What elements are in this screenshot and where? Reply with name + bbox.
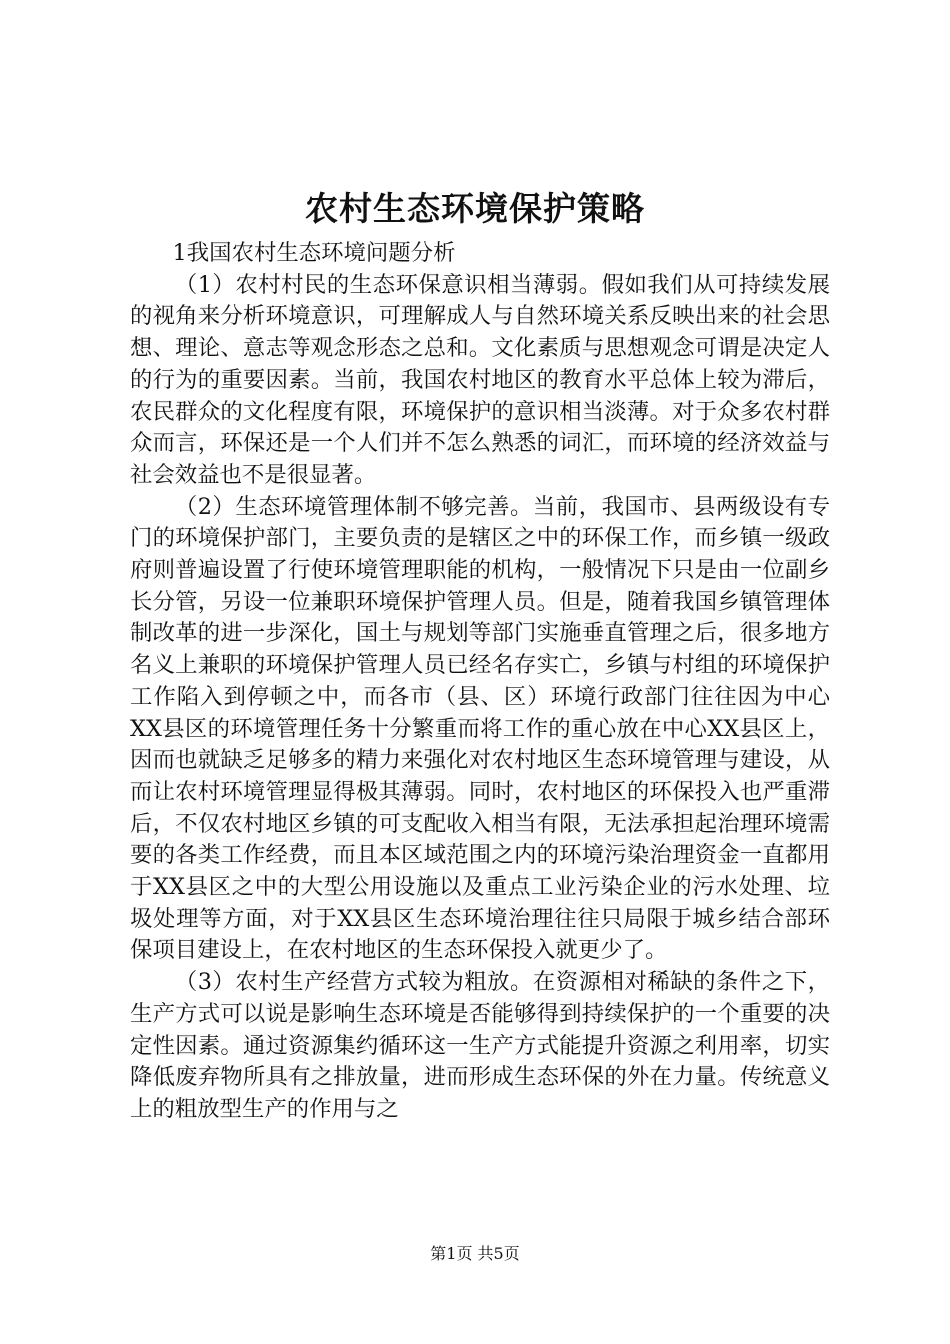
paragraph-2: （2）生态环境管理体制不够完善。当前，我国市、县两级设有专门的环境保护部门，主要负责的是辖区之中的环保工作，而乡镇一级政府则普遍设置了行使环境管理职能的机构，一般情况下只是由一位副乡长分管，另设一位兼职环境保护管理人员。但是，随着我国乡镇管理体制改革的进一步深化，国土与规划等部门实施垂直管理之后，很多地方名义上兼职的环境保护管理人员已经名存实亡，乡镇与村组的环境保护工作陷入到停顿之中，而各市（县、区）环境行政部门往往因为中心XX县区的环境管理任务十分繁重而将工作的重心放在中心XX县区上，因而也就缺乏足够多的精力来强化对农村地区生态环境管理与建设，从而让农村环境管理显得极其薄弱。同时，农村地区的环保投入也严重滞后，不仅农村地区乡镇的可支配收入相当有限，无法承担起治理环境需要的各类工作经费，而且本区域范围之内的环境污染治理资金一直都用于XX县区之中的大型公用设施以及重点工业污染企业的污水处理、垃圾处理等方面，对于XX县区生态环境治理往往只局限于城乡结合部环保项目建设上，在农村地区的生态环保投入就更少了。 — [130, 493, 830, 964]
paragraph-1: （1）农村村民的生态环保意识相当薄弱。假如我们从可持续发展的视角来分析环境意识，可理解成人与自然环境关系反映出来的社会思想、理论、意志等观念形态之总和。文化素质与思想观念可谓是决定人的行为的重要因素。当前，我国农村地区的教育水平总体上较为滞后，农民群众的文化程度有限，环境保护的意识相当淡薄。对于众多农村群众而言，环保还是一个人们并不怎么熟悉的词汇，而环境的经济效益与社会效益也不是很显著。 — [130, 271, 830, 488]
page-footer: 第1页 共5页 — [430, 1244, 520, 1263]
document-body — [130, 238, 830, 1126]
document-title: 农村生态环境保护策略 — [305, 189, 645, 228]
paragraph-3: （3）农村生产经营方式较为粗放。在资源相对稀缺的条件之下，生产方式可以说是影响生态环境是否能够得到持续保护的一个重要的决定性因素。通过资源集约循环这一生产方式能提升资源之利用率，切实降低废弃物所具有之排放量，进而形成生态环保的外在力量。传统意义上的粗放型生产的作用与之 — [130, 969, 830, 1122]
section-heading: 1我国农村生态环境问题分析 — [172, 240, 456, 266]
